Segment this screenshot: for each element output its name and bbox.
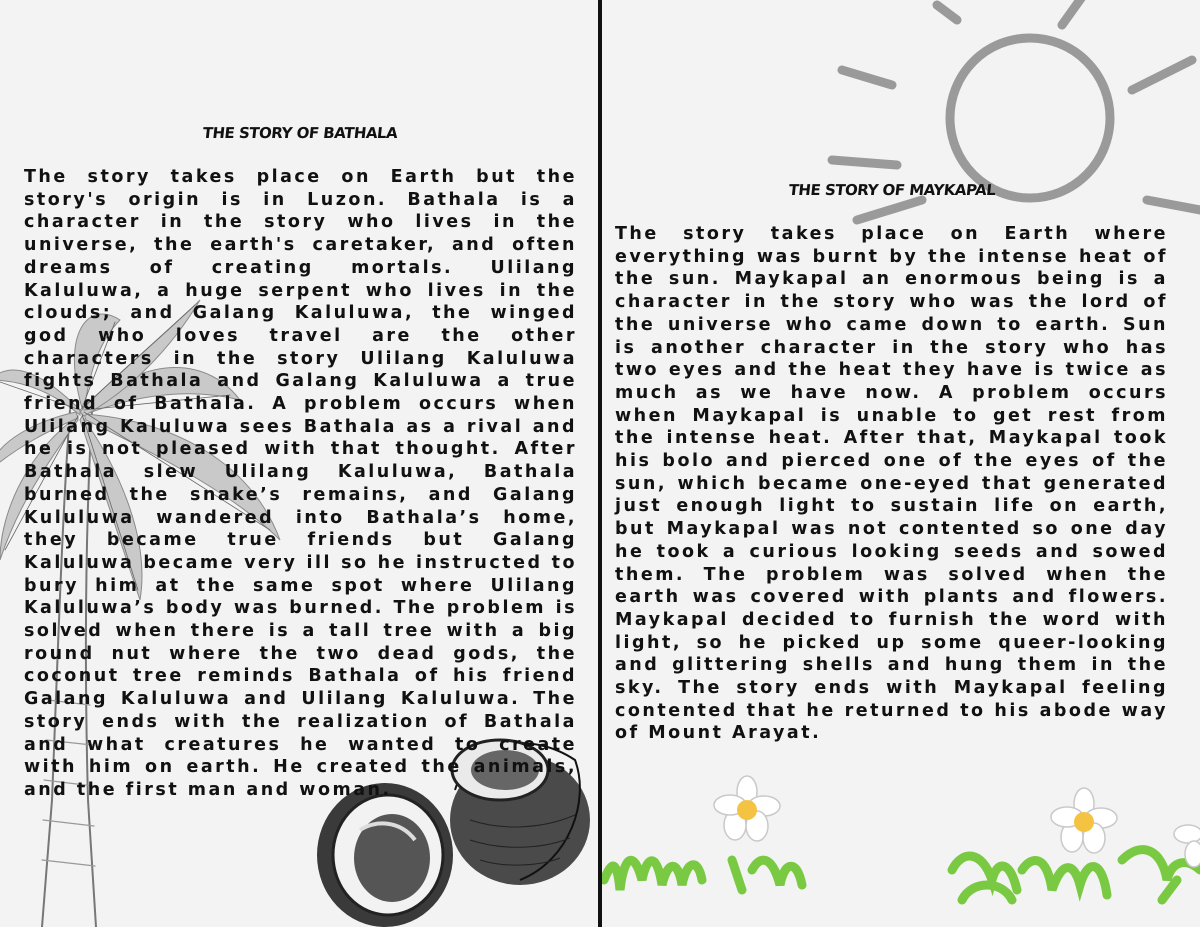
story-body-bathala: The story takes place on Earth but the story's origin is in Luzon. Bathala is a character in the story who lives in the universe, the earth's caretaker, and often dreams of creating mortals. Ulilang Kaluluwa, a huge serpent who lives in the clouds; and Galang Kaluluwa, the winged god who loves travel are the other characters in the story Ulilang Kaluluwa fights Bathala and Galang Kaluluwa a true friend of Bathala. A problem occurs when Ulilang Kaluluwa sees Bathala as a rival and he is not pleased with that thought. After Bathala slew Ulilang Kaluluwa, Bathala burned the snake’s remains, and Galang Kululuwa wandered into Bathala’s home, they became true friends but Galang Kaluluwa became very ill so he instructed to bury him at the same spot where Ulilang Kaluluwa’s body was burned. The problem is solved when there is a tall tree with a big round nut where the two dead gods, the coconut tree reminds Bathala of his friend Galang Kaluluwa and Ulilang Kaluluwa. The story ends with the realization of Bathala and what creatures he wanted to create with him on earth. He created the animals, and the first man and woman. <box>24 167 577 800</box>
page-title-maykapal: THE STORY OF MAYKAPAL <box>787 181 997 199</box>
page-title-bathala: THE STORY OF BATHALA <box>201 124 399 142</box>
grass-illustration <box>604 850 1200 900</box>
left-page <box>0 0 598 927</box>
right-page <box>602 0 1200 927</box>
story-body-maykapal: The story takes place on Earth where everything was burnt by the intense heat of the sun. Maykapal an enormous being is a character in the story who was the lord of the universe who came down to earth. Sun is another character in the story who has two eyes and the heat they have is twice as much as we have now. A problem occurs when Maykapal is unable to get rest from the intense heat. After that, Maykapal took his bolo and pierced one of the eyes of the sun, which became one-eyed that generated just enough light to sustain life on earth, but Maykapal was not contented so one day he took a curious looking seeds and sowed them. The problem was solved when the earth was covered with plants and flowers. Maykapal decided to furnish the word with light, so he picked up some queer-looking and glittering shells and hung them in the sky. The story ends with Maykapal feeling contented that he returned to his abode way of Mount Arayat. <box>615 224 1168 744</box>
